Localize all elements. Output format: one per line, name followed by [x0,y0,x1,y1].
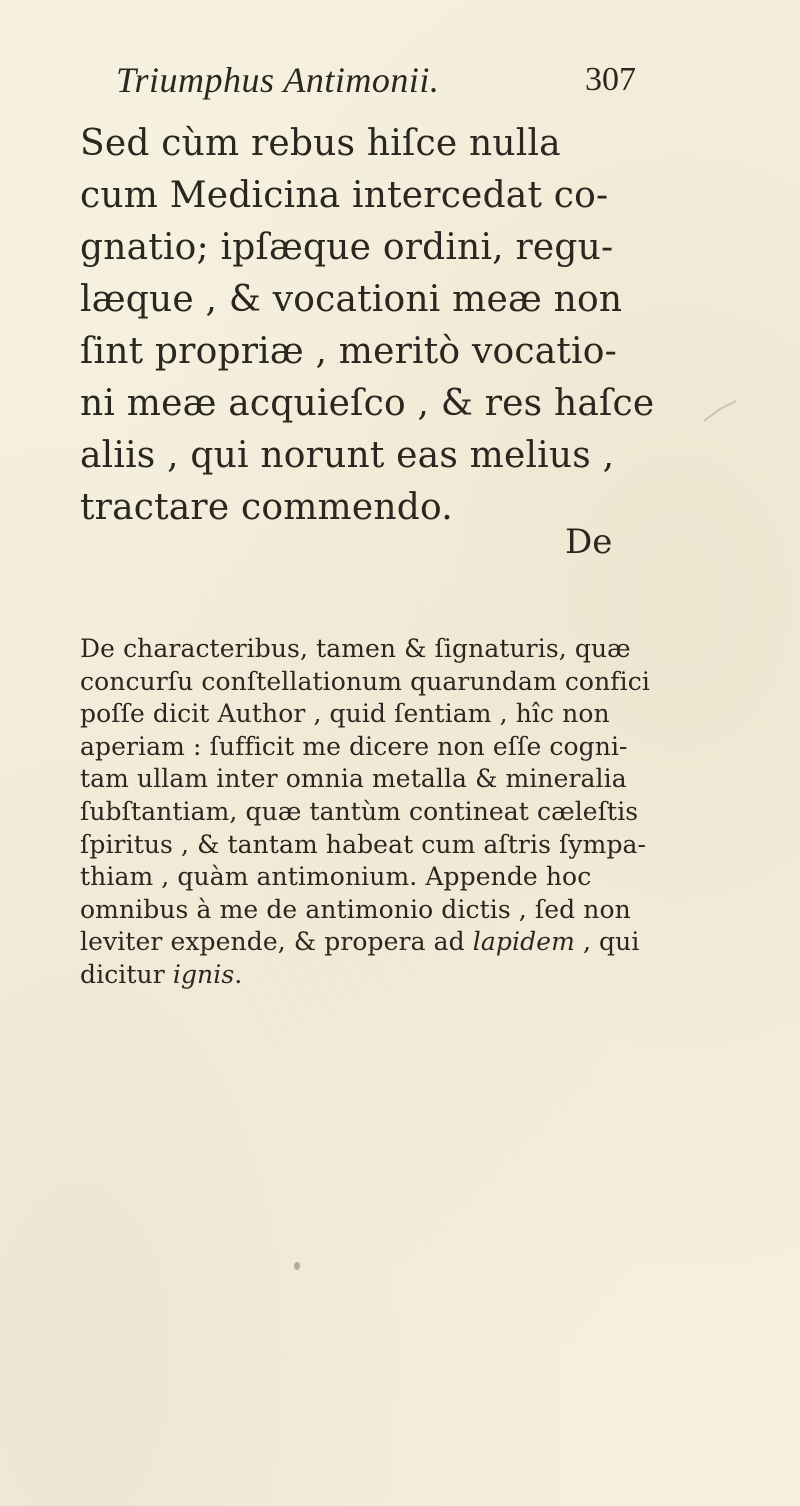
note-line: ſubſtantiam, quæ tantùm contineat cæleſtis [80,796,639,826]
text-line: ni meæ acquieſco , & res haſce [80,383,655,424]
running-head [116,58,636,108]
note-line: concurſu conſtellationum quarundam confici [80,666,650,696]
note-line [80,926,720,959]
note-line [80,959,720,992]
ink-bleed-mark [700,395,740,425]
running-title: Triumphus Antimonii. [116,60,440,100]
paper-speck [294,1262,300,1270]
annotation-paragraph [80,633,720,992]
note-line: poſſe dicit Author , quid ſentiam , hîc non [80,699,610,729]
text-line: aliis , qui norunt eas melius , [80,435,615,476]
page-number: 307 [585,61,636,98]
catchword: De [565,522,613,562]
text-line: læque , & vocationi meæ non [80,279,623,320]
text-line: ſint propriæ , meritò vocatio- [80,331,617,372]
note-line: omnibus à me de antimonio dictis , ſed non [80,894,631,924]
note-line: aperiam : ſufficit me dicere non eſſe cogni- [80,731,628,761]
text-line: cum Medicina intercedat co- [80,175,609,216]
note-line-text: , qui [574,927,640,957]
note-line-text: leviter expende, & propera ad [80,927,473,957]
italic-term-ignis: ignis [172,959,235,989]
text-line: gnatio; ipſæque ordini, regu- [80,227,614,268]
note-line-text: dicitur [80,959,173,989]
note-line-text: . [234,959,243,989]
note-line: thiam , quàm antimonium. Appende hoc [80,862,592,892]
note-line: De characteribus, tamen & ſignaturis, quæ [80,634,631,663]
italic-term-lapidem: lapidem [472,927,575,957]
main-paragraph [80,118,660,534]
note-line: tam ullam inter omnia metalla & mineralia [80,764,627,794]
text-line: Sed cùm rebus hiſce nulla [80,123,561,164]
text-line: tractare commendo. [80,487,453,528]
note-line: ſpiritus , & tantam habeat cum aſtris ſympa- [80,829,647,859]
